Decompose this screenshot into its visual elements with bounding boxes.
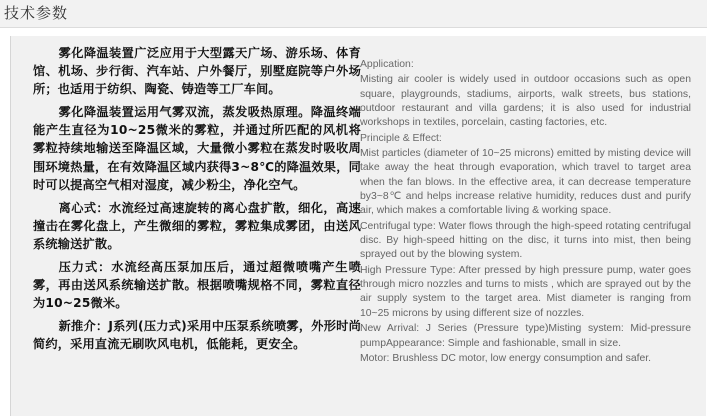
principle-text: Mist particles (diameter of 10~25 microns) emitted by misting device will take away the heat through evaporation, which travel to target area when the fan blows. In the effective area, it can decrease temperature by3~8℃ and helps increase relative humidity, reduces dust and purify air, which makes a comfortable living & working space. xyxy=(360,147,691,217)
centrifugal-paragraph-cn: 离心式：水流经过高速旋转的离心盘扩散，细化，高速撞击在雾化盘上，产生微细的雾粒，雾粒集成雾团，由送风系统输送扩散。 xyxy=(33,200,361,251)
spec-panel xyxy=(10,36,706,416)
new-arrival-text: New Arrival: J Series (Pressure type)Misting system: Mid-pressure pumpAppearance: Simple and fashionable, small in size. xyxy=(360,323,691,349)
application-paragraph-cn: 雾化降温装置广泛应用于大型露天广场、游乐场、体育馆、机场、步行街、汽车站、户外餐厅，别墅庭院等户外场所；也适用于纺织、陶瓷、铸造等工厂车间。 xyxy=(33,46,361,97)
english-description xyxy=(360,58,691,367)
principle-heading: Principle & Effect: xyxy=(360,132,442,144)
section-header xyxy=(0,0,707,28)
new-arrival-paragraph-cn: 新推介：J系列(压力式)采用中压泵系统喷雾，外形时尚简约，采用直流无刷吹风电机，低能耗，更安全。 xyxy=(33,319,361,352)
pressure-text: High Pressure Type: After pressed by high pressure pump, water goes through micro nozzles and turns to mists , which are sprayed out by the air supply system to the target area. Mist diameter is ranging from 10~25 microns by using different size of nozzles. xyxy=(360,264,691,319)
centrifugal-text: Centrifugal type: Water flows through the high-speed rotating centrifugal disc. By high-speed hitting on the disc, it turns into mist, then being sprayed out by the blowing system. xyxy=(360,220,691,261)
chinese-description xyxy=(33,44,361,358)
section-title: 技术参数 xyxy=(4,4,69,22)
pressure-paragraph-cn: 压力式：水流经高压泵加压后，通过超微喷嘴产生喷雾，再由送风系统输送扩散。根据喷嘴规格不同，雾粒直径为10~25微米。 xyxy=(33,260,361,311)
application-heading: Application: xyxy=(360,59,414,70)
motor-text: Motor: Brushless DC motor, low energy consumption and safer. xyxy=(360,352,652,364)
principle-paragraph-cn: 雾化降温装置运用气雾双流，蒸发吸热原理。降温终端能产生直径为10~25微米的雾粒，并通过所匹配的风机将雾粒持续地输送至降温区域，大量微小雾粒在蒸发时吸收周围环境热量，在有效降温区域内获得3~8℃的降温效果，同时可以提高空气相对湿度，减少粉尘，净化空气。 xyxy=(33,105,361,192)
application-text: Misting air cooler is widely used in outdoor occasions such as open square, playgrounds, stadiums, airports, walk streets, bus stations, outdoor restaurant and villa gardens; it is also used for industrial workshops in textiles, porcelain, casting factories, etc. xyxy=(360,74,691,129)
